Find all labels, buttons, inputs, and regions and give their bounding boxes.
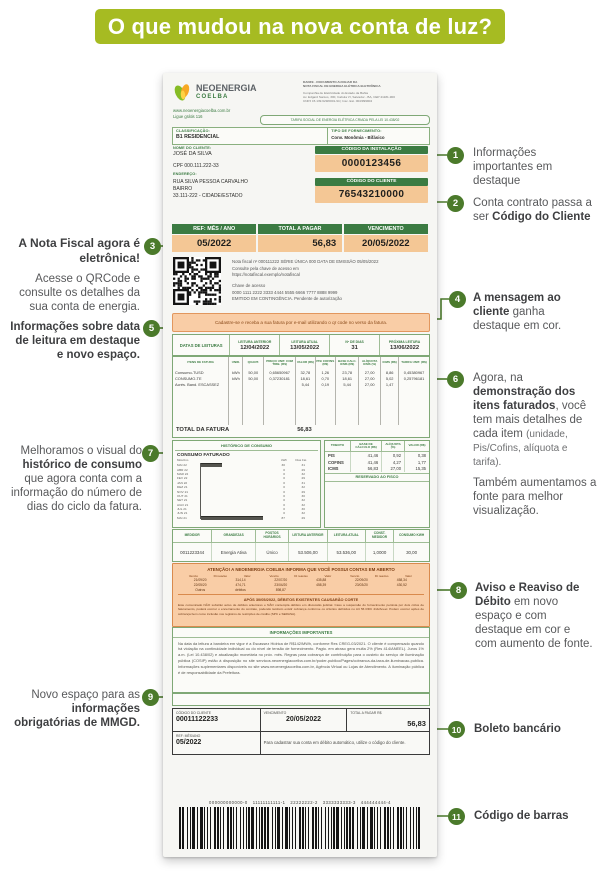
payment-slip: CÓDIGO DO CLIENTE 00011122233 VENCIMENTO 20/05/2022 TOTAL A PAGAR R$ 56,83 REF: MÊS/ANO 05/2022 Para cadastrar sua conta em débito automático, utilize o código do cliente. bbox=[172, 708, 430, 755]
slip-client-code: 00011122233 bbox=[176, 716, 219, 723]
tarifa-social-pill: TARIFA SOCIAL DE ENERGIA ELÉTRICA CRIADA PELA LEI 10.438/02 bbox=[260, 115, 430, 125]
installation-code-value: 0000123456 bbox=[315, 155, 428, 172]
access-key: 0000 1111 2222 3333 4444 5555 6666 7777 8888 9999 bbox=[232, 289, 338, 295]
history-row: ABR 22 0 29 bbox=[177, 467, 305, 472]
classification-value: B1 RESIDENCIAL bbox=[176, 134, 220, 140]
address-label: ENDEREÇO: bbox=[173, 172, 197, 176]
callout-dot-10: 10 bbox=[448, 721, 465, 738]
client-code-value: 76543210000 bbox=[315, 186, 428, 203]
taxes-box bbox=[324, 440, 430, 528]
slip-note: Para cadastrar sua conta em débito automático, utilize o código do cliente. bbox=[260, 732, 429, 754]
callout-3-text: A Nota Fiscal agora é eletrônica! Acesse o QRCode e consulte os detalhes da sua conta de energia. bbox=[18, 236, 140, 314]
callout-dot-11: 11 bbox=[448, 808, 465, 825]
invoice-info: Nota fiscal nº 000111222 SÉRIE ÚNICA 000 DATA DE EMISSÃO 05/05/2022 Consulte pela chave de acesso em https://notafiscal.exemplo/notafiscal Chave de acesso 0000 1111 2222 3333 4444 5555 6666 7777 8888 9999 EMITIDO EM CONTINGÊNCIA. Pendente de autorização bbox=[232, 259, 424, 303]
total-due-label: TOTAL A PAGAR bbox=[258, 224, 342, 234]
address-line-2: BAIRRO bbox=[173, 186, 193, 192]
table-row: Acrés. Band. ESCASSEZ 5,44 0,19 5,44 27,00 1,47 bbox=[173, 381, 429, 387]
invoice-total-row: TOTAL DA FATURA 56,83 bbox=[173, 425, 429, 437]
table-row: COFINS 41,46 4,27 1,77 bbox=[325, 459, 429, 466]
history-bar bbox=[201, 463, 222, 467]
callout-8-text: Aviso e Reaviso de Débito em novo espaço e com destaque em cor e com aumento de fonte. bbox=[475, 582, 593, 651]
taxes-rows bbox=[325, 452, 429, 472]
consumption-history-box bbox=[172, 440, 321, 528]
classification-row bbox=[172, 127, 430, 145]
invoice-number: Nota fiscal nº 000111222 SÉRIE ÚNICA 000 DATA DE EMISSÃO 05/05/2022 bbox=[232, 259, 379, 264]
ref-month-value: 05/2022 bbox=[172, 235, 256, 252]
callout-dot-3: 3 bbox=[144, 238, 161, 255]
callout-4-text: A mensagem ao cliente ganha destaque em cor. bbox=[473, 292, 562, 333]
callout-10-text: Boleto bancário bbox=[474, 723, 561, 735]
debt-notice-box bbox=[172, 563, 430, 627]
table-row: 21/09/20 314,14 22/07/20 435,88 22/09/20 458,34 bbox=[193, 578, 407, 582]
history-row: NOV 21 0 29 bbox=[177, 489, 305, 494]
customer-name: JOSÉ DA SILVA bbox=[173, 151, 212, 157]
mmgd-info-box bbox=[172, 693, 430, 706]
ref-month-label: REF: MÊS / ANO bbox=[172, 224, 256, 234]
callout-1-text: Informações importantes em destaque bbox=[473, 147, 553, 188]
installation-code-label: CÓDIGO DA INSTALAÇÃO bbox=[315, 146, 428, 154]
callout-2-text: Conta contrato passa a ser Código do Cliente bbox=[473, 197, 592, 224]
important-info-title: INFORMAÇÕES IMPORTANTES bbox=[173, 628, 429, 638]
danfe-label: DANFE - DOCUMENTO AUXILIAR DA NOTA FISCAL DE ENERGIA ELÉTRICA ELETRÔNICA bbox=[303, 80, 381, 89]
history-row: AGO 21 0 32 bbox=[177, 502, 305, 507]
history-row: OUT 21 0 30 bbox=[177, 493, 305, 498]
due-date-value: 20/05/2022 bbox=[344, 235, 428, 252]
page-title-text: O que mudou na nova conta de luz? bbox=[107, 13, 493, 39]
invoice-qr-section bbox=[172, 257, 428, 311]
taxes-header: TRIBUTO BASE DE CÁLCULO (R$) ALÍQUOTA (%) VALOR (R$) bbox=[325, 441, 429, 452]
invoice-url: https://notafiscal.exemplo/notafiscal bbox=[232, 272, 300, 278]
brand-logo-icon bbox=[173, 81, 193, 103]
history-row: MAI 22 30 31 bbox=[177, 463, 305, 468]
history-row: JAN 22 0 31 bbox=[177, 480, 305, 485]
slip-ref-month: 05/2022 bbox=[176, 739, 202, 746]
table-row: 22/05/20 474,71 23/04/20 458,39 23/03/20 430,52 bbox=[193, 582, 407, 587]
due-date-label: VENCIMENTO bbox=[344, 224, 428, 234]
customer-cpf: CPF 000.111.222-33 bbox=[173, 163, 219, 169]
days-count: 31 bbox=[351, 344, 358, 351]
history-column-labels: Mês/Ano kWh Dias Fat. bbox=[177, 458, 307, 462]
brand-phone: Ligue grátis 116 bbox=[173, 114, 203, 120]
fisco-reserved-label: RESERVADO AO FISCO bbox=[325, 473, 429, 482]
page-title bbox=[95, 9, 505, 44]
table-row: PIS 41,46 0,92 0,38 bbox=[325, 452, 429, 459]
table-row: CONSUMO-TE kWh 50,00 0,37230181 18,61 0,70 18,61 27,00 5,02 0,25796181 bbox=[173, 375, 429, 381]
history-row: MAI 21 87 29 bbox=[177, 515, 305, 520]
total-due-value: 56,83 bbox=[258, 235, 342, 252]
history-row: FEV 22 0 29 bbox=[177, 476, 305, 481]
meter-table bbox=[172, 529, 430, 562]
cutoff-warning: APÓS 30/05/2022, DÉBITOS EXISTENTES CAUSARÃO CORTE bbox=[178, 594, 424, 602]
callout-dot-1: 1 bbox=[447, 147, 464, 164]
important-info-text: Na data da leitura a bandeira em vigor é a Escassez Hídrica de R$142/MWh, conforme Res CREG-03/2021. O cliente é compensado quando há violação na continuidade individual ou do nível de tensão de fornecimento. Pagto. em atraso gera multa 2% (Res 414/ANEEL). Juros 1% a.m. (Lei 10.438/02) e atualização monetária no próx. mês. Regras para cobrança de contribuição para o custeio do serviço de iluminação pública (COSIP) estão à disposição no site servicos.neoenergiacoelba.com.br/poder-publico/Pages/cobranca-da-taxa-de-iluminacao-publica. Informações suplementares disponíveis no site www.neoenergiacoelba.com.br, Agência Virtual ou Lojas de Atendimento. A iluminação pública é de responsabilidade da Prefeitura. bbox=[178, 640, 424, 675]
debt-fine-print: Este comunicado NÃO substitui aviso de débitos anteriores e NÃO contempla débitos em discussão judicial. Caso a suspensão do fornecimento persista por dois ciclos de faturamento, poderá ocorrer o encerramento do contrato, podendo também existir cobrança conforme os critérios definidos no Art 56 RDC 414/Aneel. Podem ocorrer ações de cobrança bem como inclusão nos registros de restrições de crédito (SPC e SERASA). bbox=[178, 603, 424, 616]
slip-total: 56,83 bbox=[407, 718, 426, 728]
supply-type-value: Conv. Monômia - Bifásico bbox=[331, 134, 385, 140]
invoice-total-value: 56,83 bbox=[297, 427, 312, 433]
history-and-taxes bbox=[172, 440, 428, 526]
bill-document bbox=[163, 73, 437, 857]
slip-due-date: 20/05/2022 bbox=[285, 716, 322, 723]
client-code-label: CÓDIGO DO CLIENTE bbox=[315, 178, 428, 186]
supply-type-label: TIPO DE FORNECIMENTO: bbox=[331, 129, 382, 133]
callout-dot-7: 7 bbox=[142, 445, 159, 462]
company-address: Companhia de Eletricidade do Estado da Bahia Av. Edgard Santos, 300, Cabula VI, Salvador - BA, CEP 41181-900 CNPJ 15.139.629/0001-94 | Insc. Est. 004/999904 bbox=[303, 90, 395, 103]
callout-dot-4: 4 bbox=[449, 291, 466, 308]
callout-dot-6: 6 bbox=[447, 371, 464, 388]
customer-info bbox=[172, 146, 428, 222]
history-bar bbox=[201, 516, 263, 520]
customer-name-label: NOME DO CLIENTE: bbox=[173, 146, 212, 150]
callout-7-text: Melhoramos o visual do histórico de consumo que agora conta com a informação do número de dias do ciclo da fatura. bbox=[10, 445, 142, 514]
classification-label: CLASSIFICAÇÃO: bbox=[176, 129, 210, 133]
current-reading-date: 13/05/2022 bbox=[290, 344, 320, 351]
history-title: HISTÓRICO DE CONSUMO bbox=[175, 441, 318, 451]
billed-items-header: ITENS DE FATURA UNID. QUANT. PREÇO UNIT. COM TRIB. (R$) VALOR (R$) PIS/ COFINS (R$) BASE CALC. ICMS (R$) ALÍQUOTA ICMS (%) ICMS (R$) TARIFA UNIT. (R$) bbox=[173, 357, 429, 369]
barcode-numbers: 000000000000-0 11111111111-1 22222222-2 3333333333-3 444444444-4 bbox=[209, 800, 391, 805]
qr-code-icon bbox=[173, 257, 221, 305]
debt-notice-title: ATENÇÃO! A NEOENERGIA COELBA INFORMA QUE VOCÊ POSSUI CONTAS EM ABERTO bbox=[207, 567, 395, 572]
callout-11-text: Código de barras bbox=[474, 810, 569, 822]
history-row: SET 21 0 32 bbox=[177, 498, 305, 503]
address-line-3: 33.111-222 - CIDADE/ESTADO bbox=[173, 193, 243, 199]
table-filler bbox=[173, 388, 429, 425]
callout-dot-2: 2 bbox=[447, 195, 464, 212]
history-subtitle: CONSUMO FATURADO bbox=[177, 453, 230, 458]
brand-sub: COELBA bbox=[196, 94, 229, 100]
debt-table-rows bbox=[173, 578, 429, 592]
barcode-icon bbox=[172, 807, 428, 849]
brand-site: www.neoenergiacoelba.com.br bbox=[173, 108, 231, 113]
previous-reading-date: 12/04/2022 bbox=[240, 344, 270, 351]
bill-summary-row bbox=[172, 224, 428, 253]
client-message-banner: Cadastre-se e receba a sua fatura por e-mail utilizando o qr code no verso da fatura. bbox=[172, 313, 430, 332]
next-reading-date: 13/06/2022 bbox=[390, 344, 420, 351]
callout-6-text: Agora, na demonstração dos itens faturados, você tem mais detalhes de cada item (unidade, Pis/Cofins, alíquota e tarifa). Também aumentamos a fonte para melhor visualização. bbox=[473, 372, 597, 517]
brand-name: NEOENERGIA bbox=[196, 83, 257, 93]
history-row: MAR 22 0 32 bbox=[177, 471, 305, 476]
billed-items-table bbox=[172, 356, 430, 438]
important-info-box bbox=[172, 627, 430, 693]
history-row: DEZ 21 0 32 bbox=[177, 485, 305, 490]
table-row: ICMS 56,83 27,00 15,35 bbox=[325, 465, 429, 472]
meter-header: MEDIDOR GRANDEZAS POSTOS HORÁRIOS LEITURA ANTERIOR LEITURA ATUAL CONST. MEDIDOR CONSUMO KWH bbox=[173, 530, 429, 543]
callout-dot-5: 5 bbox=[143, 320, 160, 337]
consumption-history-chart bbox=[177, 463, 320, 520]
billed-items-rows bbox=[173, 369, 429, 388]
reading-dates-row: DATAS DE LEITURAS LEITURA ANTERIOR 12/04/2022 LEITURA ATUAL 13/05/2022 Nº DE DIAS 31 PRÓXIMA LEITURA 13/06/2022 bbox=[172, 334, 430, 356]
chart-axis bbox=[200, 463, 201, 519]
debt-table-header: Vencto Dt reaviso Valor Vencto Dt reaviso Valor Vencto Dt reaviso Valor bbox=[188, 574, 412, 578]
callout-dot-8: 8 bbox=[450, 582, 467, 599]
history-row: JUL 21 0 30 bbox=[177, 507, 305, 512]
address-line-1: RUA SILVA PESSOA CARVALHO bbox=[173, 179, 248, 185]
callout-9-text: Novo espaço para as informações obrigatórias de MMGD. bbox=[14, 689, 140, 730]
history-row: JUN 21 0 32 bbox=[177, 511, 305, 516]
callout-5-text: Informações sobre data de leitura em destaque e novo espaço. bbox=[10, 321, 140, 362]
brand-contact bbox=[173, 108, 230, 121]
callout-dot-9: 9 bbox=[142, 689, 159, 706]
table-row: Outros débitos 898,87 bbox=[195, 587, 286, 592]
meter-row: 0011223344 Energia Ativa Único 53.506,00 53.536,00 1,0000 30,00 bbox=[173, 543, 429, 561]
table-row: Consumo-TUSD kWh 50,00 0,65650967 32,78 1,26 23,78 27,00 8,86 0,45380967 bbox=[173, 369, 429, 375]
